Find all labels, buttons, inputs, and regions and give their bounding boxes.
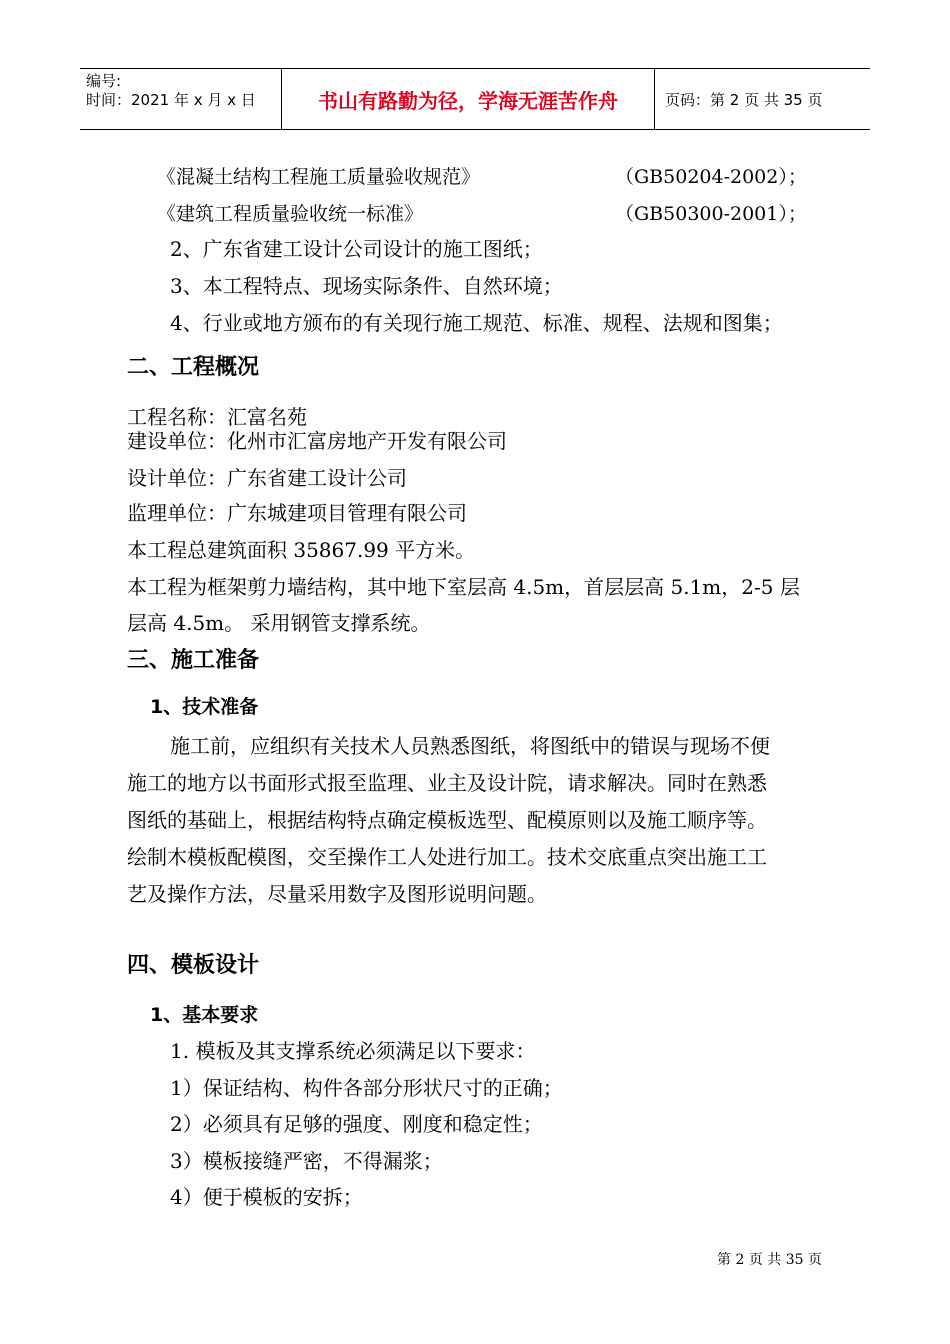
subsection-heading: 1、技术准备 <box>150 696 259 718</box>
project-info-line: 工程名称：汇富名苑 <box>127 405 307 429</box>
requirement-item: 3）模板接缝严密，不得漏浆； <box>170 1149 443 1173</box>
paragraph-line: 施工前，应组织有关技术人员熟悉图纸，将图纸中的错误与现场不便 <box>170 734 770 758</box>
standard-row <box>157 199 807 226</box>
standard-row <box>157 162 807 189</box>
page-header <box>80 68 870 130</box>
project-info-line: 监理单位：广东城建项目管理有限公司 <box>127 501 467 525</box>
document-number-label: 编号: <box>86 72 122 90</box>
basis-item: 4、行业或地方颁布的有关现行施工规范、标准、规程、法规和图集； <box>170 311 783 335</box>
standard-name: 《建筑工程质量验收统一标准》 <box>157 203 424 225</box>
project-info-line: 设计单位：广东省建工设计公司 <box>127 466 407 490</box>
requirement-item: 1. 模板及其支撑系统必须满足以下要求： <box>170 1039 536 1063</box>
paragraph-line: 艺及操作方法，尽量采用数字及图形说明问题。 <box>127 882 547 906</box>
document-time-label: 时间：2021 年 x 月 x 日 <box>86 91 256 109</box>
requirement-item: 2）必须具有足够的强度、刚度和稳定性； <box>170 1112 543 1136</box>
project-info-line: 建设单位：化州市汇富房地产开发有限公司 <box>127 429 507 453</box>
basis-item: 3、本工程特点、现场实际条件、自然环境； <box>170 274 563 298</box>
header-info-cell <box>80 69 281 129</box>
basis-item: 2、广东省建工设计公司设计的施工图纸； <box>170 237 543 261</box>
standard-code: （GB50204-2002）； <box>615 166 807 188</box>
project-info-line: 本工程总建筑面积 35867.99 平方米。 <box>127 538 476 562</box>
project-info-line: 本工程为框架剪力墙结构，其中地下室层高 4.5m，首层层高 5.1m，2-5 层 <box>127 575 800 599</box>
section-heading: 三、施工准备 <box>127 648 260 673</box>
paragraph-line: 施工的地方以书面形式报至监理、业主及设计院，请求解决。同时在熟悉 <box>127 771 767 795</box>
project-info-line: 层高 4.5m。 采用钢管支撑系统。 <box>127 611 431 635</box>
subsection-heading: 1、基本要求 <box>150 1004 259 1026</box>
standard-name: 《混凝土结构工程施工质量验收规范》 <box>157 166 481 188</box>
paragraph-line: 绘制木模板配模图，交至操作工人处进行加工。技术交底重点突出施工工 <box>127 845 767 869</box>
page-footer: 第 2 页 共 35 页 <box>717 1252 822 1268</box>
header-motto-cell <box>281 69 655 129</box>
section-heading: 四、模板设计 <box>127 953 260 978</box>
requirement-item: 1）保证结构、构件各部分形状尺寸的正确； <box>170 1076 563 1100</box>
standard-code: （GB50300-2001）； <box>615 203 807 225</box>
header-page-cell <box>655 69 870 129</box>
header-page-number: 页码：第 2 页 共 35 页 <box>665 90 823 109</box>
requirement-item: 4）便于模板的安拆； <box>170 1185 363 1209</box>
header-motto: 书山有路勤为径，学海无涯苦作舟 <box>318 88 618 113</box>
paragraph-line: 图纸的基础上，根据结构特点确定模板选型、配模原则以及施工顺序等。 <box>127 808 767 832</box>
section-heading: 二、工程概况 <box>127 355 260 380</box>
